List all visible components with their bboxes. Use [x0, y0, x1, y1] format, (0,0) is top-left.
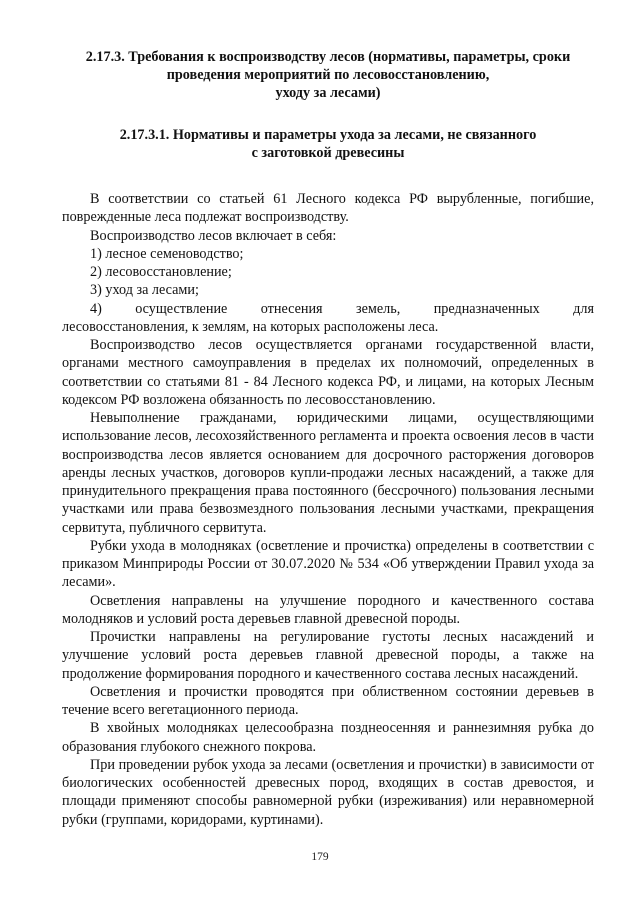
list-item-4-word: предназначенных [433, 300, 540, 317]
list-item-2: 2) лесовосстановление; [90, 264, 232, 280]
list-item-1: 1) лесное семеноводство; [90, 245, 244, 262]
list-item-4-word: земель, [356, 300, 401, 317]
list-item-4-word: отнесения [260, 300, 323, 317]
list-item-4-word: осуществление [135, 300, 228, 317]
paragraph-season: Осветления и прочистки проводятся при облиственном состоянии деревьев в течение всего вегетационного периода. [62, 683, 594, 718]
list-item-4-first-line [62, 300, 594, 318]
subsection-heading-line-1: 2.17.3.1. Нормативы и параметры ухода за лесами, не связанного [119, 127, 537, 143]
list-item-4 [62, 300, 594, 337]
paragraph-methods: При проведении рубок ухода за лесами (осветления и прочистки) в зависимости от биологических особенностей древесных пород, входящих в состав древостоя, и площади применяют способы равномерной рубки (изреживания) или неравномерной рубки (группами, коридорами, куртинами). [62, 756, 594, 828]
paragraph-intro: В соответствии со статьей 61 Лесного кодекса РФ вырубленные, погибшие, поврежденные леса подлежат воспроизводству. [62, 191, 594, 226]
list-item-3: 3) уход за лесами; [90, 282, 199, 299]
page-number: 179 [311, 851, 329, 863]
section-heading-line-3: уходу за лесами) [275, 85, 381, 101]
paragraph-thinning: Прочистки направлены на регулирование густоты лесных насаждений и улучшение условий роста деревьев главной древесной породы, а также на продолжение формирования породного и качественного состава лесных насаждений. [62, 629, 594, 682]
subsection-heading [62, 126, 594, 162]
paragraph-thinning-order: Рубки ухода в молодняках (осветление и прочистка) определены в соответствии с приказом Минприроды России от 30.07.2020 № 534 «Об утверждении Правил ухода за лесами». [62, 537, 594, 591]
section-heading-line-1: 2.17.3. Требования к воспроизводству лесов (нормативы, параметры, сроки [85, 49, 571, 65]
section-heading [62, 48, 594, 102]
list-item-4-word: для [573, 300, 594, 317]
document-page [62, 44, 594, 829]
paragraph-performers: Воспроизводство лесов осуществляется органами государственной власти, органами местного самоуправления в пределах их полномочий, определенных в соответствии со статьями 81 - 84 Лесного кодекса РФ, и лицами, на которых Лесным кодексом РФ возложена обязанность по лесовосстановлению. [62, 337, 594, 408]
list-item-4-rest: лесовосстановления, к землям, на которых расположены леса. [62, 318, 439, 335]
paragraph-cleaning: Осветления направлены на улучшение породного и качественного состава молодняков и условий роста деревьев главной древесной породы. [62, 592, 594, 627]
section-heading-line-2: проведения мероприятий по лесовосстановлению, [166, 67, 490, 83]
list-item-4-word: 4) [90, 300, 102, 317]
paragraph-includes: Воспроизводство лесов включает в себя: [90, 227, 337, 244]
paragraph-nonfulfillment: Невыполнение гражданами, юридическими лицами, осуществляющими использование лесов, лесохозяйственного регламента и проекта освоения лесов в части воспроизводства лесов является основанием для досрочного расторжения договоров аренды лесных участков, договоров купли-продажи лесных насаждений, а также для принудительного прекращения права постоянного (бессрочного) пользования лесными участками или права безвозмездного пользования лесными участками, прекращения сервитута, публичного сервитута. [62, 410, 594, 536]
subsection-heading-line-2: с заготовкой древесины [251, 145, 405, 161]
body-text [62, 190, 594, 829]
paragraph-conifer: В хвойных молодняках целесообразна позднеосенняя и раннезимняя рубка до образования глубокого снежного покрова. [62, 720, 594, 755]
